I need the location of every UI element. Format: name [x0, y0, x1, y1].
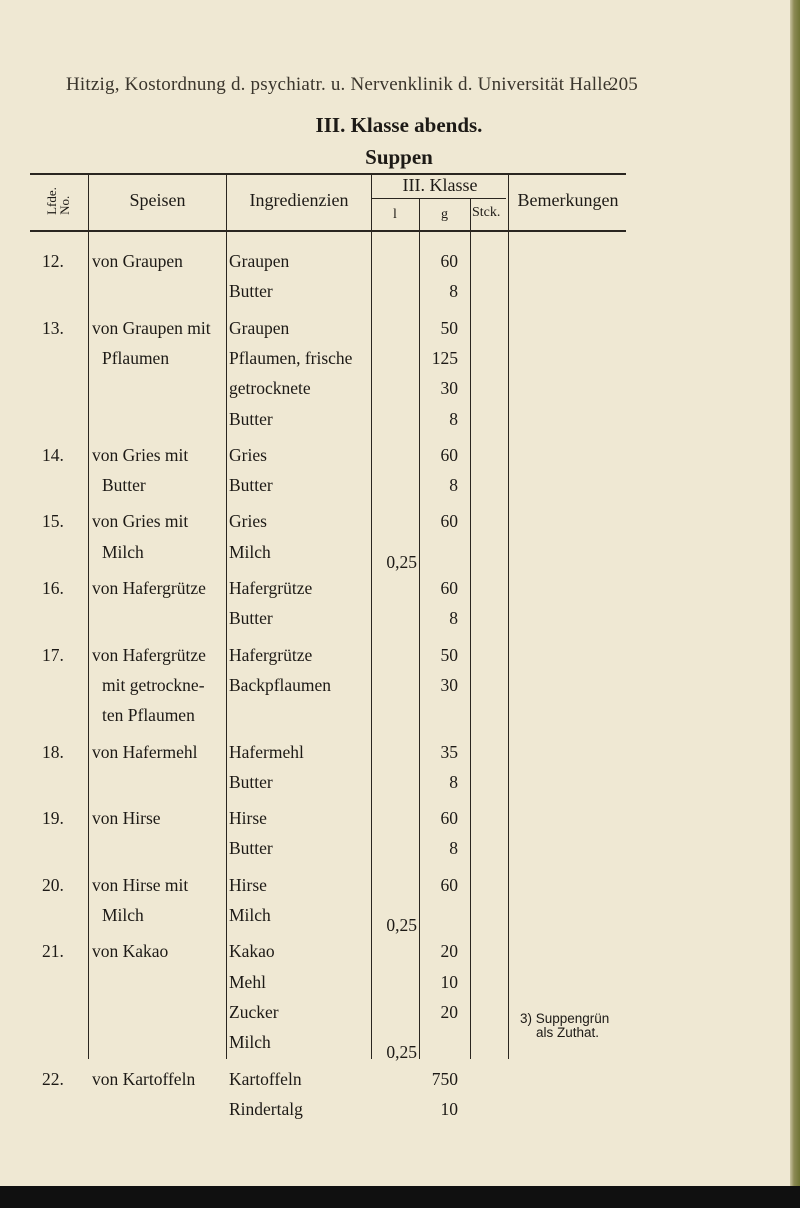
amount-grams: 8 — [449, 475, 458, 496]
ingredient-name: Kakao — [229, 941, 275, 962]
ingredient-name: Pflaumen, frische — [229, 347, 353, 368]
ingredient-name: Kartoffeln — [229, 1068, 302, 1089]
col-rule-1 — [88, 174, 89, 1059]
dish-name: Milch — [102, 905, 144, 925]
dish-name: von Gries mit — [92, 511, 189, 532]
amount-grams: 8 — [449, 408, 458, 429]
amount-grams: 50 — [440, 644, 458, 665]
dish-name: von Hafergrütze — [92, 644, 206, 665]
page-number: 205 — [608, 74, 638, 95]
amount-grams: 60 — [440, 874, 458, 895]
ingredient-name: Milch — [229, 905, 271, 925]
header-lfde-no — [32, 176, 84, 226]
amount-grams: 8 — [449, 771, 458, 792]
ingredient-name: Hafergrütze — [229, 644, 313, 665]
ingredient-name: getrocknete — [229, 378, 311, 399]
amount-grams: 60 — [440, 251, 458, 271]
ingredient-name: Backpflaumen — [229, 674, 332, 695]
ingredient-name: Gries — [229, 444, 267, 465]
amount-grams: 30 — [440, 674, 458, 695]
dish-name: Butter — [102, 475, 146, 496]
dish-name: von Hirse — [92, 808, 161, 829]
ingredient-name: Hirse — [229, 808, 267, 829]
dish-name: Pflaumen — [102, 347, 170, 368]
col-rule-6 — [508, 174, 509, 1059]
amount-liters: 0,25 — [386, 551, 417, 572]
header-bemerkungen: Bemerkungen — [517, 190, 619, 210]
ingredient-name: Butter — [229, 771, 273, 792]
ingredient-name: Zucker — [229, 1001, 279, 1022]
col-rule-2 — [226, 174, 227, 1059]
row-number: 19. — [42, 808, 64, 829]
amount-grams: 60 — [440, 511, 458, 532]
amount-grams: 50 — [440, 317, 458, 338]
row-number: 15. — [42, 511, 64, 532]
header-ingredienzien: Ingredienzien — [249, 190, 349, 210]
ingredient-name: Butter — [229, 838, 273, 859]
table-top-rule — [30, 173, 626, 175]
amount-grams: 60 — [440, 578, 458, 598]
amount-grams: 125 — [431, 347, 458, 368]
header-speisen: Speisen — [129, 190, 186, 210]
ingredient-name: Rindertalg — [229, 1098, 303, 1119]
header-no: No. — [56, 195, 72, 215]
klasse-subrule — [372, 198, 506, 199]
amount-grams: 8 — [449, 281, 458, 302]
page-edge — [790, 0, 800, 1190]
scan-bottom-band — [0, 1186, 800, 1208]
row-number: 22. — [42, 1068, 64, 1089]
amount-grams: 35 — [440, 741, 458, 762]
header-klasse: III. Klasse — [402, 175, 478, 195]
header-unit-g: g — [441, 207, 448, 222]
amount-grams: 30 — [440, 378, 458, 399]
amount-grams: 20 — [440, 941, 458, 962]
dish-name: von Hirse mit — [92, 874, 189, 895]
dish-name: mit getrockne- — [102, 674, 205, 695]
dish-name: von Graupen — [92, 251, 183, 271]
amount-liters: 0,25 — [386, 915, 417, 935]
ingredient-name: Hafergrütze — [229, 578, 313, 598]
header-unit-stck: Stck. — [472, 205, 501, 220]
row-number: 21. — [42, 941, 64, 962]
dish-name: von Gries mit — [92, 444, 189, 465]
amount-liters: 0,25 — [386, 1042, 417, 1063]
ingredient-name: Graupen — [229, 317, 290, 338]
dish-name: von Kakao — [92, 941, 169, 962]
header-lfde: Lfde. — [43, 187, 59, 215]
ingredient-name: Butter — [229, 475, 273, 496]
ingredient-name: Mehl — [229, 971, 266, 992]
dish-name: von Hafermehl — [92, 741, 198, 762]
amount-grams: 60 — [440, 444, 458, 465]
amount-grams: 8 — [449, 838, 458, 859]
amount-grams: 20 — [440, 1001, 458, 1022]
row-number: 17. — [42, 644, 64, 665]
header-bottom-rule — [30, 230, 626, 232]
row-number: 16. — [42, 578, 64, 598]
remark-note — [520, 1012, 609, 1040]
col-rule-5 — [470, 198, 471, 1059]
dish-name: von Hafergrütze — [92, 578, 206, 598]
ingredient-name: Milch — [229, 1032, 271, 1053]
running-head — [66, 74, 636, 96]
running-head-text: Hitzig, Kostordnung d. psychiatr. u. Nervenklinik d. Universität Halle. — [66, 74, 617, 95]
dish-name: von Kartoffeln — [92, 1068, 196, 1089]
ingredient-name: Hafermehl — [229, 741, 304, 762]
ingredient-name: Butter — [229, 281, 273, 302]
row-number: 18. — [42, 741, 64, 762]
ingredient-name: Gries — [229, 511, 267, 532]
amount-grams: 60 — [440, 808, 458, 829]
amount-grams: 10 — [440, 971, 458, 992]
row-number: 12. — [42, 251, 64, 271]
ingredient-name: Hirse — [229, 874, 267, 895]
remark-line-2: als Zuthat. — [536, 1025, 600, 1040]
row-number: 20. — [42, 874, 64, 895]
row-number: 14. — [42, 444, 64, 465]
dish-name: Milch — [102, 541, 144, 562]
subsection-title: Suppen — [365, 145, 433, 169]
ingredient-name: Milch — [229, 541, 271, 562]
ingredient-name: Butter — [229, 408, 273, 429]
ingredient-name: Butter — [229, 608, 273, 629]
section-title: III. Klasse abends. — [315, 113, 483, 137]
remark-line-1: 3) Suppengrün — [520, 1011, 610, 1026]
header-unit-l: l — [393, 207, 397, 222]
dish-name: von Graupen mit — [92, 317, 211, 338]
amount-grams: 750 — [431, 1068, 458, 1089]
dish-name: ten Pflaumen — [102, 705, 195, 726]
ingredient-name: Graupen — [229, 251, 290, 271]
amount-grams: 8 — [449, 608, 458, 629]
amount-grams: 10 — [440, 1098, 458, 1119]
row-number: 13. — [42, 317, 64, 338]
